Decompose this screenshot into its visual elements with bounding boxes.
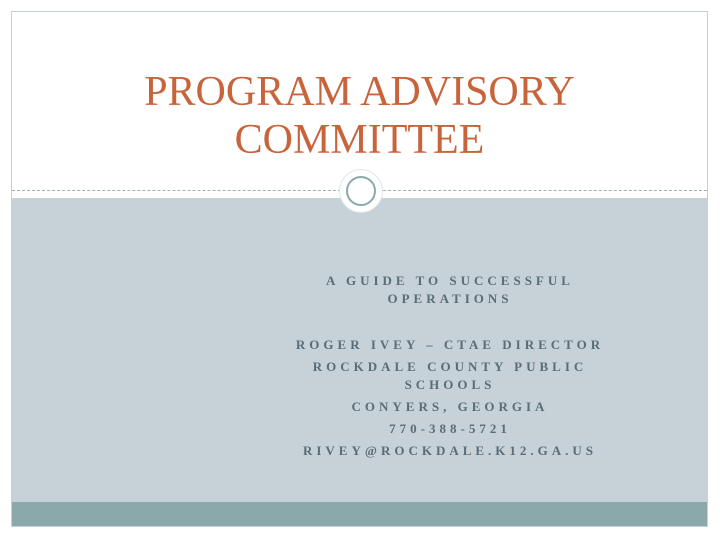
guide-line-2: OPERATIONS [387, 291, 513, 306]
title-line-1: PROGRAM ADVISORY [144, 69, 575, 115]
phone-line: 770-388-5721 [389, 421, 511, 436]
circle-ornament-icon [339, 169, 383, 213]
org-line-2: SCHOOLS [404, 377, 496, 392]
slide-title [52, 68, 667, 164]
location-line: CONYERS, GEORGIA [351, 399, 549, 414]
presenter-line: ROGER IVEY – CTAE DIRECTOR [295, 337, 605, 352]
title-area [12, 12, 707, 192]
guide-line-1: A GUIDE TO SUCCESSFUL [326, 273, 574, 288]
title-line-2: COMMITTEE [234, 117, 485, 163]
org-line-1: ROCKDALE COUNTY PUBLIC [312, 359, 588, 374]
email-line: RIVEY@ROCKDALE.K12.GA.US [302, 443, 598, 458]
footer-bar [12, 502, 707, 526]
subtitle-block [270, 272, 630, 460]
